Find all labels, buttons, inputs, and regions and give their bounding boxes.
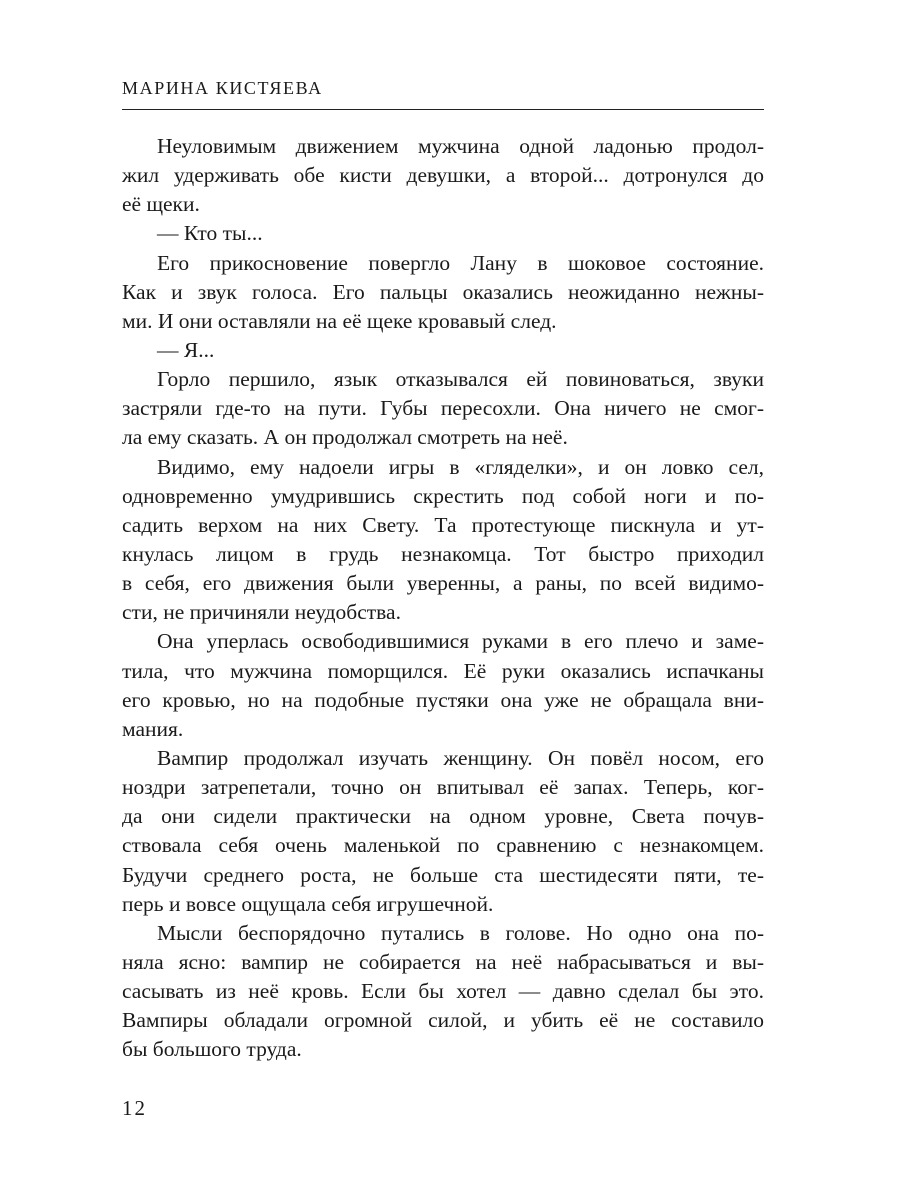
paragraph [122, 453, 764, 628]
text-line: бы большого труда. [122, 1037, 302, 1062]
text-line: в себя, его движения были уверенны, а раны, по всей видимо- [122, 571, 764, 596]
text-line: тила, что мужчина поморщился. Её руки оказались испачканы [122, 658, 764, 683]
text-line: да они сидели практически на одном уровне, Света почув- [122, 804, 764, 829]
text-line: Вампир продолжал изучать женщину. Он повёл носом, его [157, 745, 764, 770]
text-line: кнулась лицом в грудь незнакомца. Тот быстро приходил [122, 541, 764, 566]
text-line: Горло першило, язык отказывался ей повиноваться, звуки [157, 367, 764, 392]
text-line: сасывать из неё кровь. Если бы хотел — давно сделал бы это. [122, 979, 764, 1004]
text-line: — Я... [157, 337, 215, 362]
text-line: няла ясно: вампир не собирается на неё набрасываться и вы- [122, 949, 764, 974]
text-line: Вампиры обладали огромной силой, и убить её не составило [122, 1008, 764, 1033]
text-line: садить верхом на них Свету. Та протестующе пискнула и ут- [122, 512, 764, 537]
paragraph [122, 919, 764, 1065]
text-line: ствовала себя очень маленькой по сравнению с незнакомцем. [122, 833, 764, 858]
text-line: Будучи среднего роста, не больше ста шестидесяти пяти, те- [122, 862, 764, 887]
text-line: её щеки. [122, 192, 200, 217]
text-line: Его прикосновение повергло Лану в шоковое состояние. [157, 250, 764, 275]
text-line: его кровью, но на подобные пустяки она уже не обращала вни- [122, 687, 764, 712]
text-line: — Кто ты... [157, 221, 263, 246]
text-line: сти, не причиняли неудобства. [122, 600, 401, 625]
text-line: Мысли беспорядочно путались в голове. Но одно она по- [157, 920, 764, 945]
text-line: одновременно умудрившись скрестить под собой ноги и по- [122, 483, 764, 508]
paragraph [122, 627, 764, 744]
page-number: 12 [122, 1096, 147, 1120]
running-header-author: МАРИНА КИСТЯЕВА [122, 78, 323, 98]
text-line: Она уперлась освободившимися руками в его плечо и заме- [157, 629, 764, 654]
text-line: Неуловимым движением мужчина одной ладонью продол- [157, 134, 764, 158]
text-line: Как и звук голоса. Его пальцы оказались неожиданно нежны- [122, 279, 764, 304]
header-divider [122, 109, 764, 110]
text-line: Видимо, ему надоели игры в «гляделки», и он ловко сел, [157, 454, 764, 479]
paragraph [122, 744, 764, 919]
paragraph [122, 132, 764, 219]
text-line: ла ему сказать. А он продолжал смотреть на неё. [122, 425, 568, 450]
paragraph [122, 249, 764, 336]
text-line: застряли где-то на пути. Губы пересохли. Она ничего не смог- [122, 396, 764, 421]
text-line: перь и вовсе ощущала себя игрушечной. [122, 891, 494, 916]
text-line: мания. [122, 716, 184, 741]
paragraph [122, 365, 764, 452]
text-line: ноздри затрепетали, точно он впитывал её запах. Теперь, ког- [122, 775, 764, 800]
book-page-body [122, 132, 764, 1065]
text-line: жил удерживать обе кисти девушки, а второй... дотронулся до [122, 163, 764, 188]
paragraph [122, 219, 764, 248]
text-line: ми. И они оставляли на её щеке кровавый след. [122, 308, 557, 333]
paragraph [122, 336, 764, 365]
